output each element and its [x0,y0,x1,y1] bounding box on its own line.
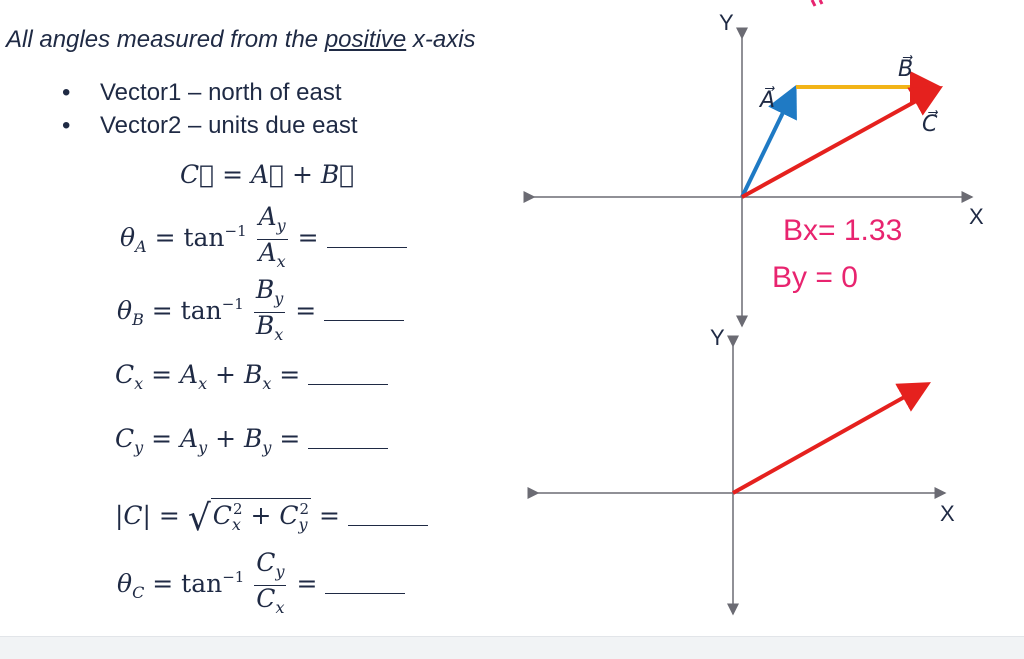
theta-symbol: θ [117,569,133,598]
superscript: 2 [232,500,243,518]
equals-sign: = [271,360,301,389]
bullet-text: Vector2 – units due east [100,112,358,139]
denominator: A [258,238,277,267]
cy-term: C [279,501,299,530]
label-b: B⃗ [898,56,914,81]
magnitude-symbol: |C| = [115,501,180,530]
ay-term: = A [143,424,199,453]
equals-sign: = [271,424,301,453]
label-c: C⃗ [922,111,938,136]
numerator-subscript: y [275,562,285,581]
numerator: C [256,548,276,577]
bottom-y-label: Y [710,325,725,350]
footer-bar [0,636,1024,659]
subscript: x [231,515,241,534]
by-term: + B [207,424,263,453]
tan-function: = tan [151,296,222,325]
numerator-subscript: y [276,216,286,235]
superscript: 2 [299,500,310,518]
vector-sum-text: C⃗ = A⃗ + B⃗ [180,160,355,189]
denominator-subscript: x [275,598,285,617]
subscript: x [262,374,272,393]
ax-term: = A [143,360,199,389]
theta-symbol: θ [120,223,136,252]
handwritten-bx: Bx= 1.33 [783,214,903,247]
cx-term: C [212,501,232,530]
label-a: A⃗ [760,87,776,112]
cy-symbol: C [115,424,135,453]
top-y-label: Y [719,10,734,35]
top-axes [534,10,984,326]
tan-function: = tan [154,223,225,252]
subscript: x [134,374,144,393]
tan-function: = tan [152,569,223,598]
equals-sign: = [295,296,317,325]
subscript: y [262,438,272,457]
theta-symbol: θ [117,296,133,325]
theta-subscript: A [135,237,147,256]
inverse-superscript: −1 [224,222,247,240]
handwritten-by: By = 0 [772,261,858,294]
bullet-marker: • [62,112,71,139]
heading-underlined-word: positive [324,26,407,53]
numerator: B [255,275,275,304]
equals-sign: = [319,501,340,530]
equals-sign: = [296,569,318,598]
annotation-mark [812,0,822,6]
bx-term: + B [207,360,263,389]
heading-tail: x-axis [406,26,476,53]
denominator: C [256,584,276,613]
theta-subscript: C [132,583,145,602]
sqrt-icon: √ [187,498,211,539]
numerator-subscript: y [274,289,284,308]
subscript: x [198,374,208,393]
theta-subscript: B [132,310,144,329]
top-x-label: X [969,204,984,229]
cx-symbol: C [115,360,135,389]
inverse-superscript: −1 [221,295,244,313]
resultant-arrow [733,386,924,493]
denominator-subscript: x [276,252,286,271]
subscript: y [298,515,308,534]
plus-sign: + [242,501,280,530]
bullet-marker: • [62,79,71,106]
subscript: y [198,438,208,457]
subscript: y [134,438,144,457]
inverse-superscript: −1 [222,568,245,586]
heading-text: All angles measured from the [6,26,325,53]
bottom-x-label: X [940,501,955,526]
equals-sign: = [297,223,319,252]
bullet-text: Vector1 – north of east [100,79,342,106]
numerator: A [258,202,277,231]
denominator-subscript: x [274,325,284,344]
bottom-axes [538,325,955,614]
denominator: B [255,311,275,340]
